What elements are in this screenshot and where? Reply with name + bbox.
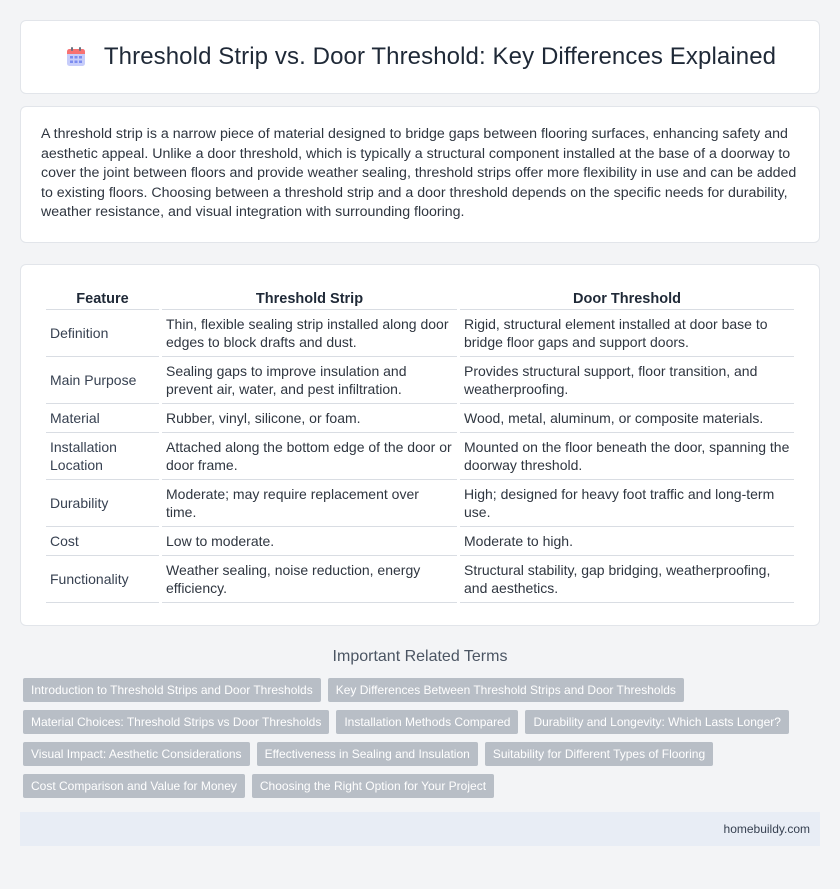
row-feature: Cost — [46, 527, 159, 556]
row-door-threshold: Rigid, structural element installed at door base to bridge floor gaps and support doors. — [460, 310, 794, 357]
table-row — [46, 357, 794, 404]
related-term-tag[interactable]: Installation Methods Compared — [336, 710, 518, 734]
row-door-threshold: Moderate to high. — [460, 527, 794, 556]
row-threshold-strip: Attached along the bottom edge of the door or door frame. — [162, 433, 457, 480]
intro-card — [20, 106, 820, 243]
table-row — [46, 480, 794, 527]
row-door-threshold: High; designed for heavy foot traffic and long-term use. — [460, 480, 794, 527]
related-term-tag[interactable]: Durability and Longevity: Which Lasts Longer? — [525, 710, 788, 734]
row-feature: Material — [46, 404, 159, 433]
related-term-tag[interactable]: Visual Impact: Aesthetic Considerations — [23, 742, 250, 766]
table-row — [46, 310, 794, 357]
row-threshold-strip: Rubber, vinyl, silicone, or foam. — [162, 404, 457, 433]
intro-text: A threshold strip is a narrow piece of material designed to bridge gaps between flooring surfaces, enhancing safety and aesthetic appeal. Unlike a door threshold, which is typically a structural component installed at the base of a doorway to cover the joint between floors and provide weather sealing, threshold strips offer more flexibility in use and can be added to existing floors. Choosing between a threshold strip and a door threshold depends on the specific needs for durability, weather resistance, and visual integration with surrounding flooring. — [41, 126, 797, 221]
table-row — [46, 527, 794, 556]
row-feature: Installation Location — [46, 433, 159, 480]
page-title: Threshold Strip vs. Door Threshold: Key Differences Explained — [103, 43, 777, 70]
related-term-tag[interactable]: Choosing the Right Option for Your Project — [252, 774, 494, 798]
comparison-table-card — [20, 264, 820, 626]
related-term-tag[interactable]: Introduction to Threshold Strips and Door Thresholds — [23, 678, 321, 702]
row-feature: Functionality — [46, 556, 159, 603]
table-row — [46, 556, 794, 603]
related-term-tag[interactable]: Key Differences Between Threshold Strips and Door Thresholds — [328, 678, 684, 702]
row-door-threshold: Provides structural support, floor transition, and weatherproofing. — [460, 357, 794, 404]
related-term-tag[interactable]: Suitability for Different Types of Flooring — [485, 742, 713, 766]
row-threshold-strip: Weather sealing, noise reduction, energy efficiency. — [162, 556, 457, 603]
related-terms-section — [20, 648, 820, 798]
footer-site[interactable]: homebuildy.com — [723, 821, 810, 836]
row-door-threshold: Structural stability, gap bridging, weatherproofing, and aesthetics. — [460, 556, 794, 603]
calendar-icon — [64, 45, 88, 69]
row-feature: Definition — [46, 310, 159, 357]
row-threshold-strip: Moderate; may require replacement over time. — [162, 480, 457, 527]
row-door-threshold: Wood, metal, aluminum, or composite materials. — [460, 404, 794, 433]
row-feature: Durability — [46, 480, 159, 527]
row-threshold-strip: Thin, flexible sealing strip installed along door edges to block drafts and dust. — [162, 310, 457, 357]
header-door-threshold: Door Threshold — [460, 287, 794, 310]
header-card — [20, 20, 820, 94]
related-terms-tags — [20, 678, 820, 798]
table-header-row — [46, 287, 794, 310]
row-feature: Main Purpose — [46, 357, 159, 404]
row-threshold-strip: Low to moderate. — [162, 527, 457, 556]
table-row — [46, 404, 794, 433]
related-term-tag[interactable]: Material Choices: Threshold Strips vs Door Thresholds — [23, 710, 329, 734]
related-term-tag[interactable]: Effectiveness in Sealing and Insulation — [257, 742, 478, 766]
row-threshold-strip: Sealing gaps to improve insulation and prevent air, water, and pest infiltration. — [162, 357, 457, 404]
related-term-tag[interactable]: Cost Comparison and Value for Money — [23, 774, 245, 798]
header-feature: Feature — [46, 287, 159, 310]
comparison-table — [43, 287, 797, 603]
table-row — [46, 433, 794, 480]
footer — [20, 812, 820, 846]
row-door-threshold: Mounted on the floor beneath the door, spanning the doorway threshold. — [460, 433, 794, 480]
related-terms-title: Important Related Terms — [332, 647, 508, 665]
header-threshold-strip: Threshold Strip — [162, 287, 457, 310]
